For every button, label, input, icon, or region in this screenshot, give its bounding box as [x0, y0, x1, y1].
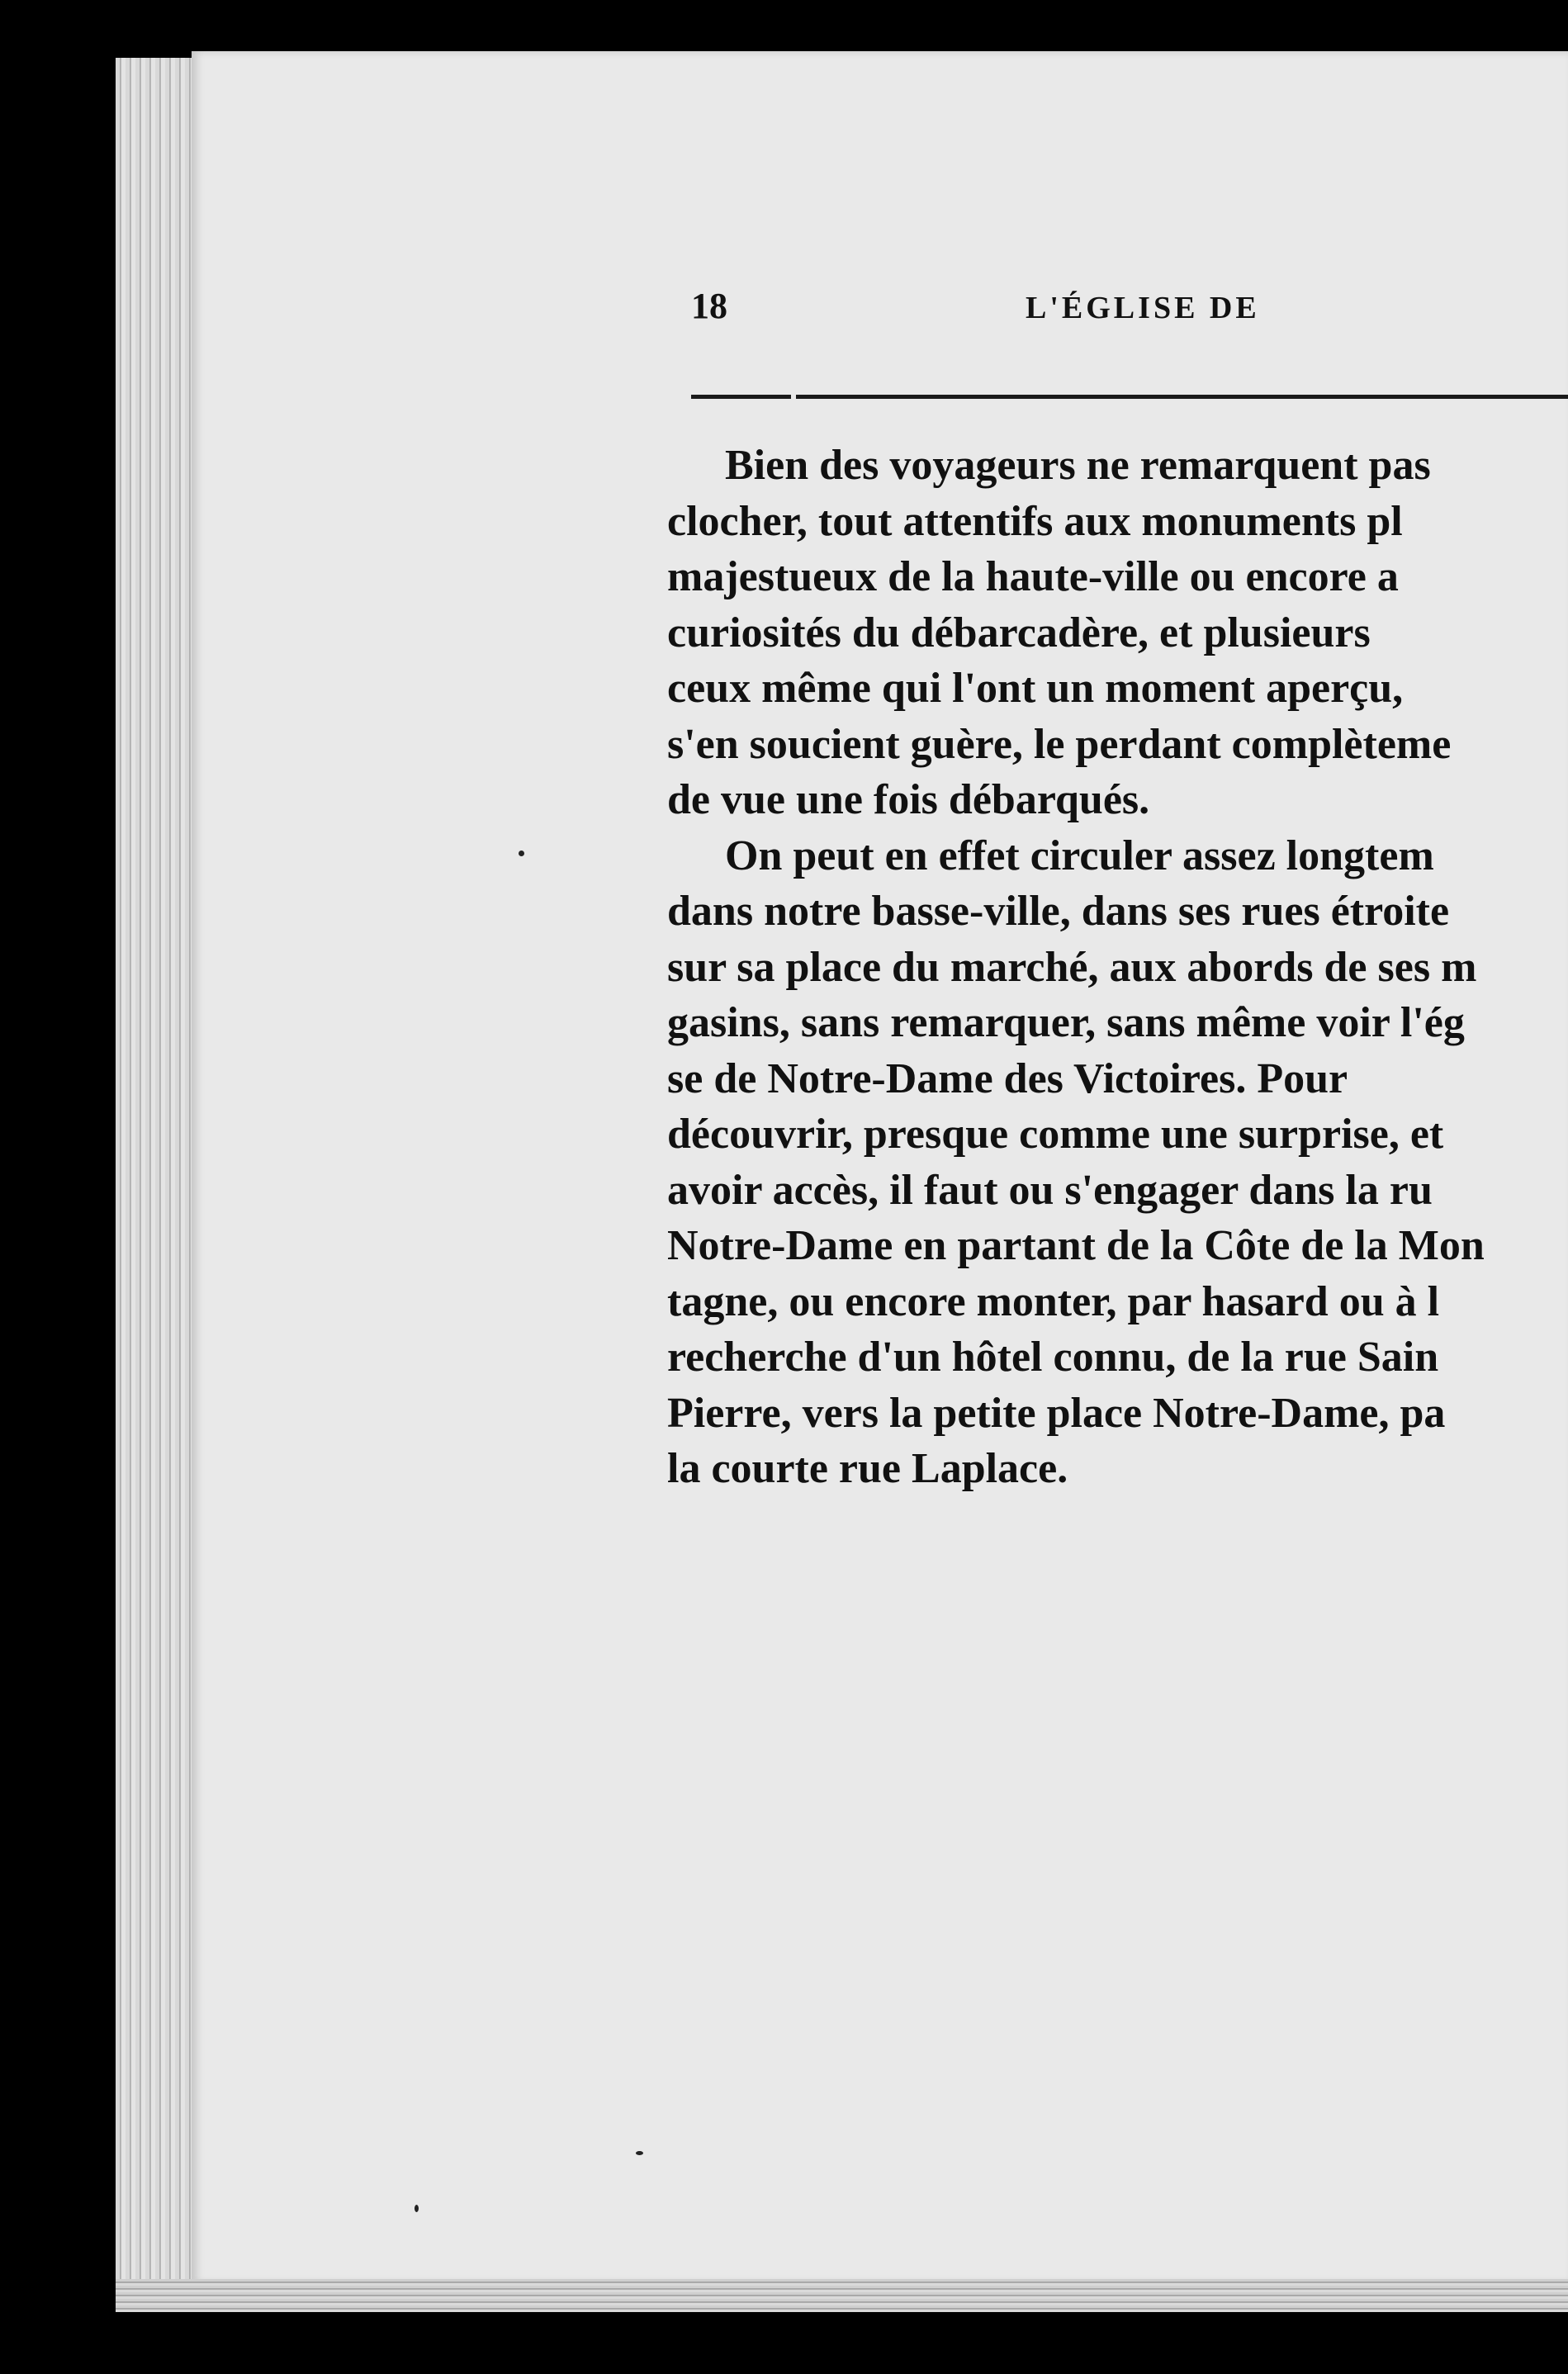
paragraph-2 [667, 828, 1568, 1497]
text-line: Bien des voyageurs ne remarquent pas [725, 442, 1431, 489]
page-header [691, 285, 1568, 334]
text-line: majestueux de la haute-ville ou encore a [667, 553, 1399, 600]
text-line: sur sa place du marché, aux abords de ses m [667, 943, 1477, 991]
header-rule-gap [791, 393, 796, 400]
dust-speck [519, 851, 524, 856]
text-line: de vue une fois débarqués. [667, 776, 1150, 823]
text-line: Notre-Dame en partant de la Côte de la Mon [667, 1222, 1485, 1269]
text-line: la courte rue Laplace. [667, 1445, 1068, 1492]
text-line: se de Notre-Dame des Victoires. Pour [667, 1054, 1348, 1102]
text-line: clocher, tout attentifs aux monuments pl [667, 497, 1403, 545]
running-title: L'ÉGLISE DE [1026, 291, 1260, 325]
paragraph-1 [667, 438, 1568, 828]
page-number: 18 [691, 286, 727, 326]
text-line: ceux même qui l'ont un moment aperçu, [667, 665, 1404, 712]
text-line: gasins, sans remarquer, sans même voir l'ég [667, 999, 1465, 1046]
text-line: s'en soucient guère, le perdant complèteme [667, 720, 1452, 768]
text-line: recherche d'un hôtel connu, de la rue Sain [667, 1334, 1439, 1381]
dust-speck [415, 2205, 419, 2212]
dust-speck [636, 2151, 643, 2155]
text-line: dans notre basse-ville, dans ses rues étroite [667, 888, 1450, 935]
text-line: tagne, ou encore monter, par hasard ou à l [667, 1277, 1440, 1325]
header-rule [691, 395, 1568, 399]
text-line: curiosités du débarcadère, et plusieurs [667, 609, 1371, 656]
page-bottom-edges [116, 2279, 1568, 2312]
text-line: découvrir, presque comme une surprise, et [667, 1111, 1444, 1158]
body-text [667, 438, 1568, 1775]
text-line: avoir accès, il faut ou s'engager dans la ru [667, 1166, 1433, 1214]
text-line: On peut en effet circuler assez longtem [725, 832, 1434, 879]
text-line: Pierre, vers la petite place Notre-Dame, pa [667, 1389, 1446, 1437]
